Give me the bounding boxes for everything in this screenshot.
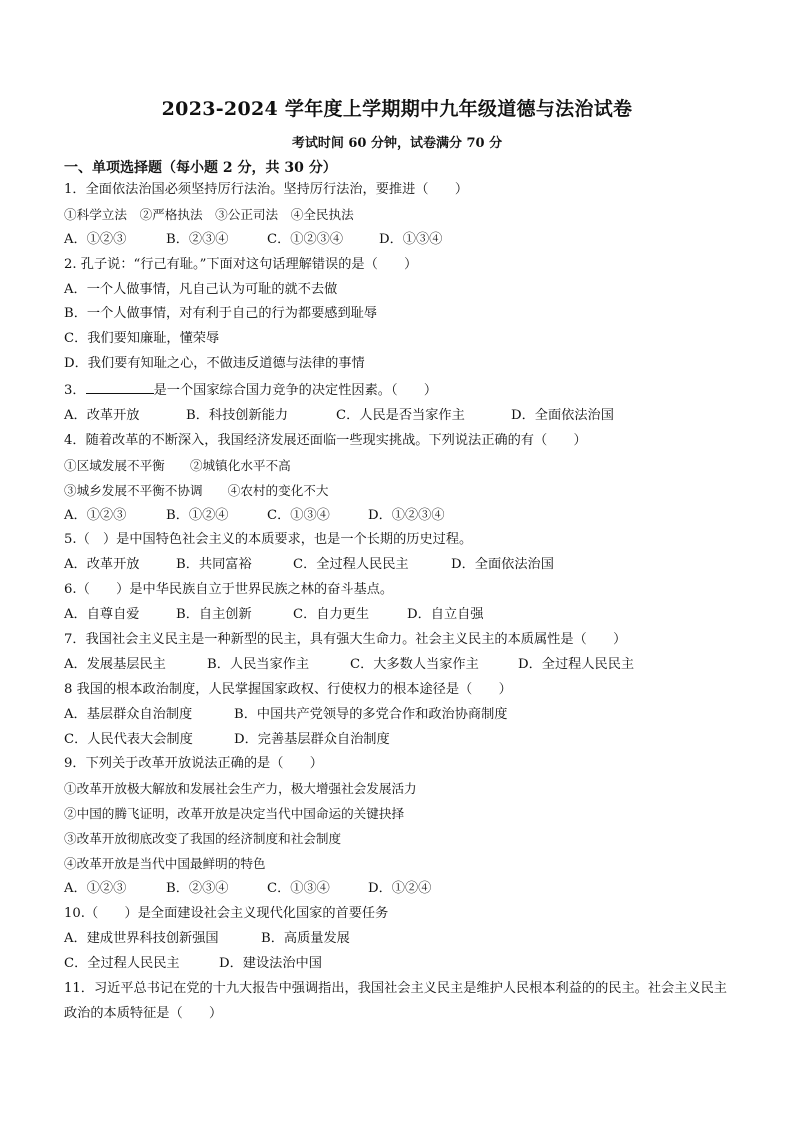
option: D．全面依法治国: [511, 408, 614, 424]
question-stem: 10.（ ）是全面建设社会主义现代化国家的首要任务: [64, 905, 389, 921]
option: D．①②④: [368, 880, 432, 896]
option: A．①②③: [64, 507, 127, 523]
option: D．自立自强: [407, 607, 484, 623]
question-stem: 9．下列关于改革开放说法正确的是（ ）: [64, 756, 323, 772]
option: A．基层群众自治制度: [64, 706, 193, 722]
question-options: [64, 508, 740, 524]
question-items: ①改革开放极大解放和发展社会生产力，极大增强社会发展活力: [64, 781, 417, 797]
option: B．②③④: [166, 231, 229, 247]
option: A．①②③: [64, 231, 127, 247]
question-items: ③改革开放彻底改变了我国的经济制度和社会制度: [64, 831, 342, 847]
question-items: ③城乡发展不平衡不协调 ④农村的变化不大: [64, 482, 329, 498]
option: D．我们要有知耻之心，不做违反道德与法律的事情: [64, 356, 365, 372]
option: C．人民代表大会制度: [64, 731, 193, 747]
section-heading: 一、单项选择题（每小题 2 分，共 30 分）: [64, 160, 337, 176]
option: A．自尊自爱: [64, 607, 140, 623]
option: A．建成世界科技创新强国: [64, 930, 219, 946]
question-items: ④改革开放是当代中国最鲜明的特色: [64, 856, 266, 872]
question-stem: 5.（ ）是中国特色社会主义的本质要求，也是一个长期的历史过程。: [64, 532, 473, 548]
question-options: [64, 408, 740, 424]
fill-blank: [86, 381, 154, 394]
question-number: 3．: [64, 383, 86, 399]
question-options: [64, 931, 740, 947]
question-text: 是一个国家综合国力竞争的决定性因素。（ ）: [153, 383, 438, 399]
option: B．①②④: [166, 507, 229, 523]
question-stem: [64, 381, 740, 399]
question-stem: 1．全面依法治国必须坚持厉行法治。坚持厉行法治，要推进（ ）: [64, 182, 469, 197]
option: C．①③④: [267, 880, 330, 896]
option: C．①③④: [267, 507, 330, 523]
option: C．全过程人民民主: [64, 955, 180, 971]
question-items: ①科学立法 ②严格执法 ③公正司法 ④全民执法: [64, 206, 354, 222]
question-options: [64, 881, 740, 897]
option: A．发展基层民主: [64, 656, 166, 672]
option: A．改革开放: [64, 408, 140, 424]
page-title: 2023-2024 学年度上学期期中九年级道德与法治试卷: [161, 98, 633, 120]
option: A．一个人做事情，凡自己认为可耻的就不去做: [64, 281, 338, 297]
option: C．人民是否当家作主: [336, 408, 465, 424]
question-stem: 7．我国社会主义民主是一种新型的民主，具有强大生命力。社会主义民主的本质属性是（ ）: [64, 632, 627, 648]
question-options: [64, 557, 740, 573]
option: D．完善基层群众自治制度: [234, 731, 390, 747]
option: B．共同富裕: [176, 557, 252, 573]
option: A．改革开放: [64, 557, 140, 573]
question-options: [64, 732, 740, 748]
question-stem: 4．随着改革的不断深入，我国经济发展还面临一些现实挑战。下列说法正确的有（ ）: [64, 432, 587, 448]
option: D．①②③④: [368, 507, 445, 523]
question-items: ①区域发展不平衡 ②城镇化水平不高: [64, 457, 291, 473]
question-options: [64, 956, 740, 972]
exam-info: 考试时间 60 分钟，试卷满分 70 分: [291, 136, 503, 151]
option: B．自主创新: [176, 607, 252, 623]
option: D．全过程人民民主: [518, 656, 635, 672]
question-stem: 11．习近平总书记在党的十九大报告中强调指出，我国社会主义民主是维护人民根本利益的的民主。社会主义民主政治的本质特征是（ ）: [64, 980, 727, 1021]
question-stem: 6.（ ）是中华民族自立于世界民族之林的奋斗基点。: [64, 582, 394, 598]
option: B．一个人做事情，对有利于自己的行为都要感到耻辱: [64, 306, 378, 322]
option: B．②③④: [166, 880, 229, 896]
option: C．①②③④: [267, 231, 344, 247]
option: C．我们要知廉耻，懂荣辱: [64, 331, 220, 347]
option: D．建设法治中国: [219, 955, 322, 971]
option: B．高质量发展: [261, 930, 350, 946]
question-list: [64, 182, 740, 1034]
option: A．①②③: [64, 880, 127, 896]
option: B．中国共产党领导的多党合作和政治协商制度: [234, 706, 508, 722]
option: D．全面依法治国: [451, 557, 554, 573]
question-options: [64, 232, 740, 248]
question-options: [64, 707, 740, 723]
question-stem: 2. 孔子说：“行己有耻。”下面对这句话理解错误的是（ ）: [64, 256, 418, 272]
option: D．①③④: [379, 231, 443, 247]
question-options: [64, 657, 740, 673]
option: B．科技创新能力: [186, 408, 289, 424]
option: C．自力更生: [293, 607, 370, 623]
option: B．人民当家作主: [207, 656, 310, 672]
question-stem: 8 我国的根本政治制度，人民掌握国家政权、行使权力的根本途径是（ ）: [64, 681, 512, 697]
question-options: [64, 607, 740, 623]
option: C．全过程人民民主: [293, 557, 409, 573]
option: C．大多数人当家作主: [350, 656, 479, 672]
question-items: ②中国的腾飞证明，改革开放是决定当代中国命运的关键抉择: [64, 806, 405, 822]
